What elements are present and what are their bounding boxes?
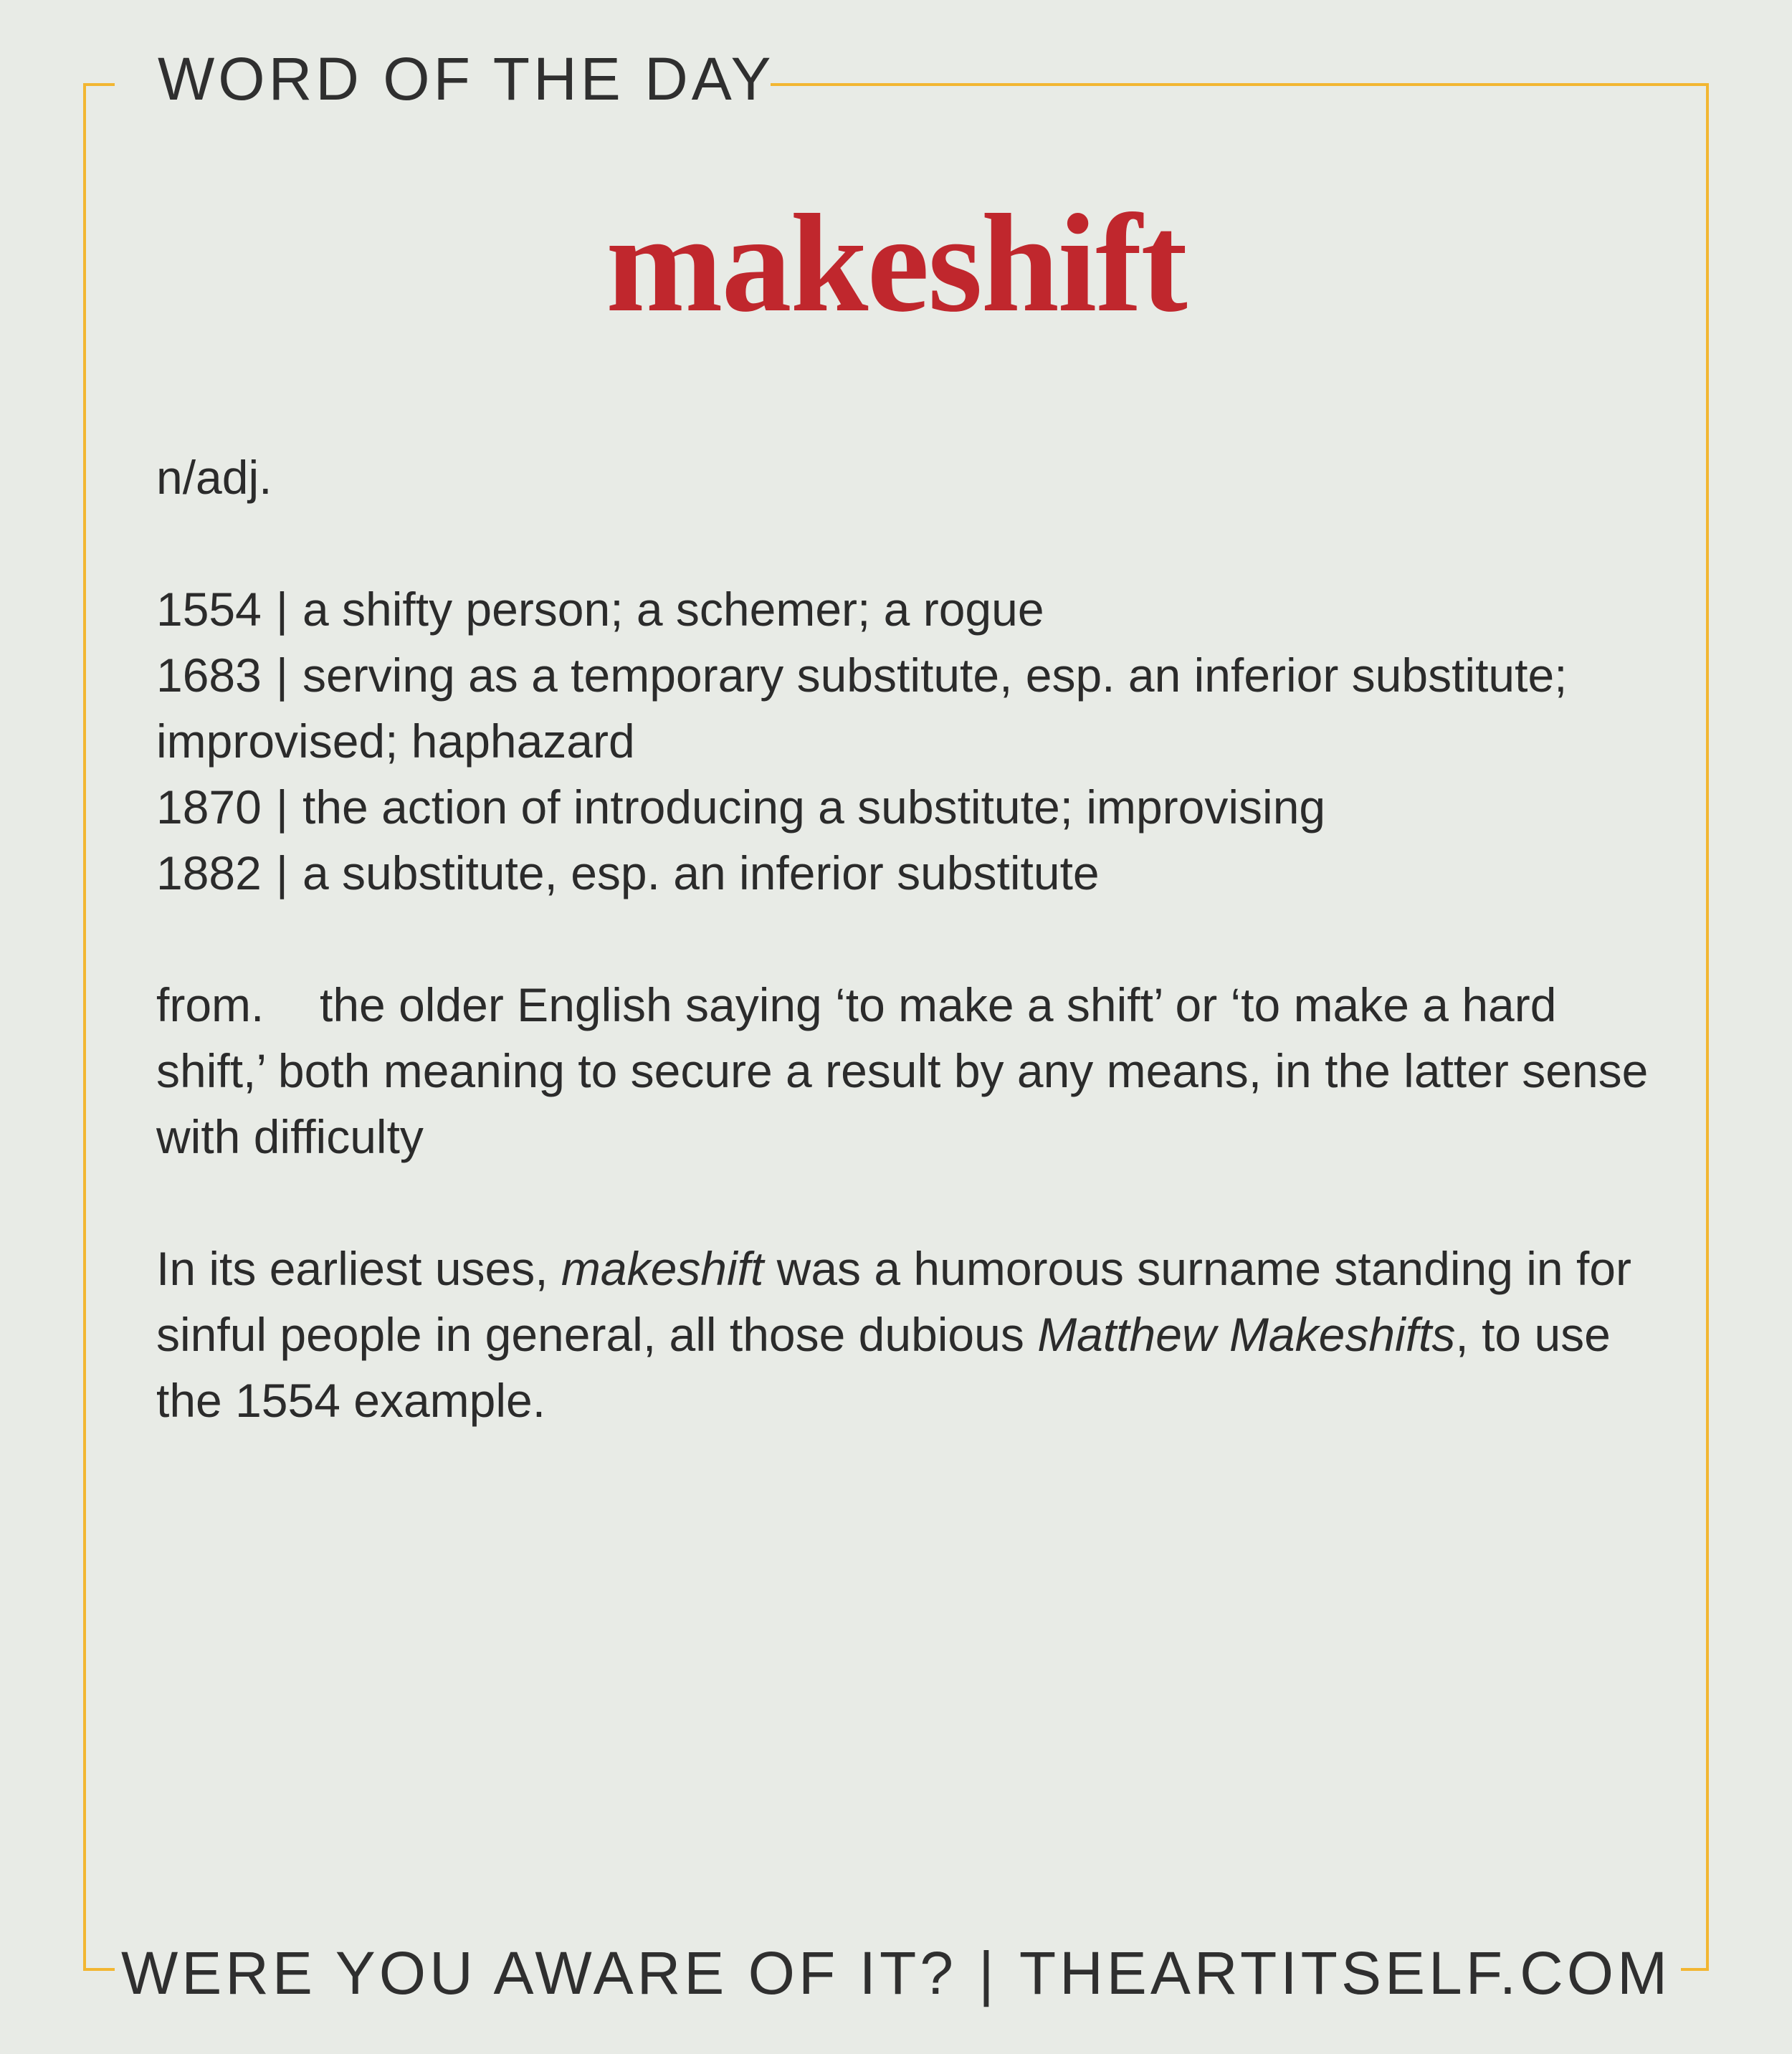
usage-note <box>156 1236 1662 1433</box>
definition-text: serving as a temporary substitute, esp. an inferior substitute; improvised; haphazard <box>156 649 1568 768</box>
note-italic-word: makeshift <box>561 1242 764 1295</box>
definition-text: a shifty person; a schemer; a rogue <box>302 583 1044 636</box>
definition-list <box>156 576 1662 906</box>
separator: | <box>275 846 288 899</box>
note-text: , to use the 1554 example. <box>156 1308 1611 1427</box>
note-text: In its earliest uses, <box>156 1242 561 1295</box>
definition-text: the action of introducing a substitute; improvising <box>302 780 1326 833</box>
definition-item <box>156 642 1662 774</box>
header-title: WORD OF THE DAY <box>158 45 775 113</box>
separator: | <box>275 780 288 833</box>
definition-year: 1554 <box>156 583 262 636</box>
part-of-speech: n/adj. <box>156 451 272 504</box>
definition-item <box>156 576 1662 642</box>
footer-question: WERE YOU AWARE OF IT? <box>120 1939 957 2007</box>
etymology-label: from. <box>156 978 264 1031</box>
entry-content <box>156 444 1662 1433</box>
note-text: was a humorous surname standing in for sinful people in general, all those dubious <box>156 1242 1631 1361</box>
footer <box>0 1939 1792 2008</box>
etymology <box>156 972 1662 1170</box>
definition-year: 1882 <box>156 846 262 899</box>
separator: | <box>275 649 288 702</box>
definition-year: 1683 <box>156 649 262 702</box>
definition-item <box>156 774 1662 840</box>
footer-site: THEARTITSELF.COM <box>1019 1939 1672 2007</box>
etymology-text: the older English saying ‘to make a shift’ or ‘to make a hard shift,’ both meaning to secure a result by any means, in the latter sense with difficulty <box>156 978 1649 1163</box>
definition-year: 1870 <box>156 780 262 833</box>
footer-separator: | <box>978 1939 998 2007</box>
definition-item <box>156 840 1662 906</box>
separator: | <box>275 583 288 636</box>
note-italic-name: Matthew Makeshifts <box>1037 1308 1456 1361</box>
definition-text: a substitute, esp. an inferior substitute <box>302 846 1100 899</box>
word-title: makeshift <box>606 186 1186 341</box>
